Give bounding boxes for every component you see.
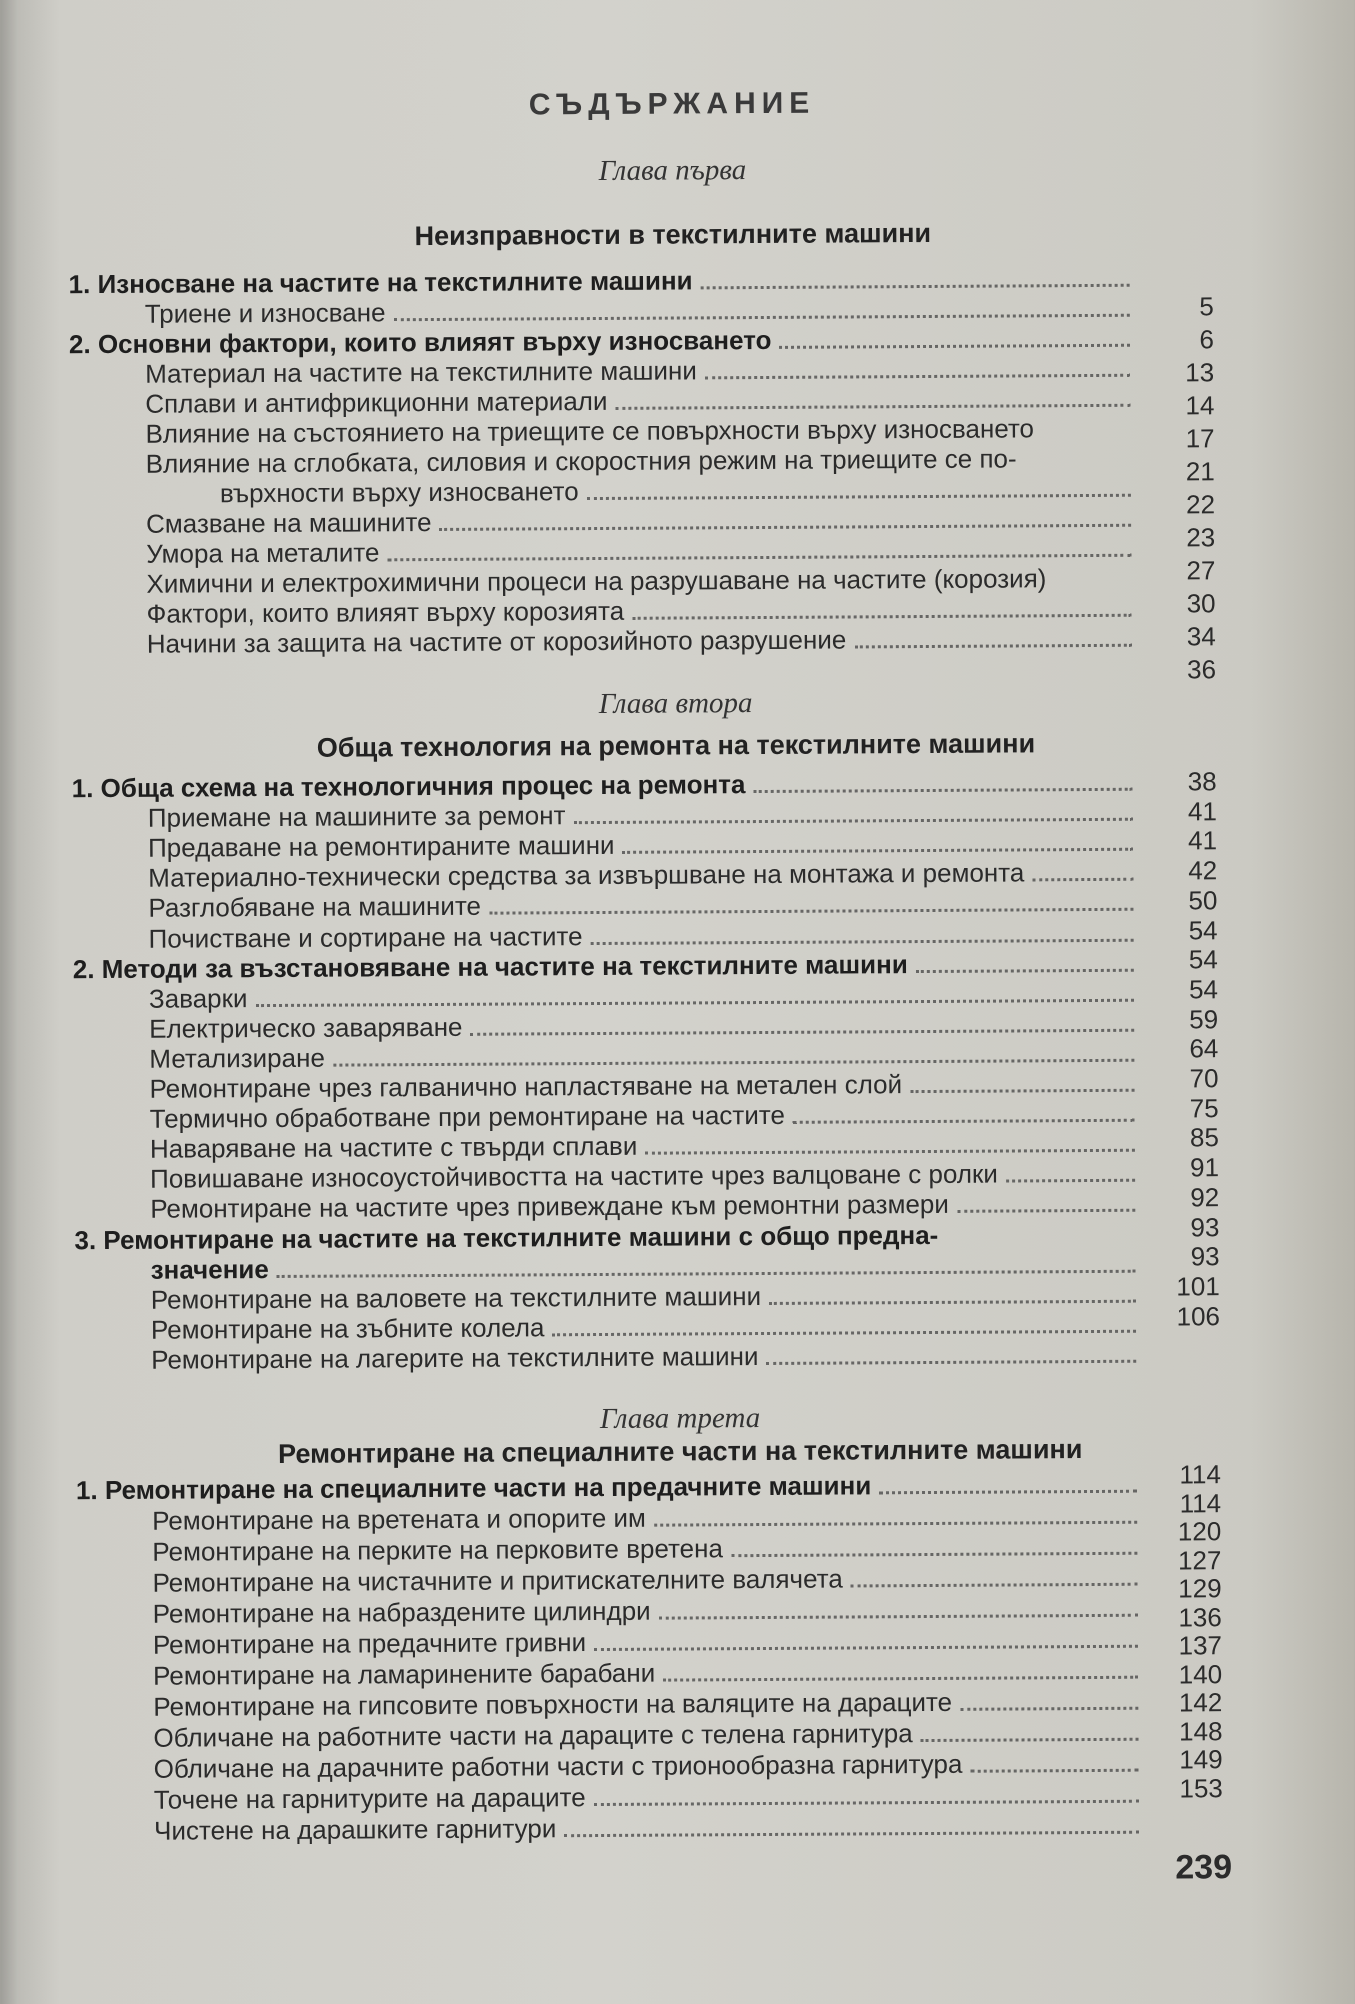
toc-entry-title: Ремонтиране на частите чрез привеждане към ремонтни размери: [150, 1189, 949, 1225]
toc-page-number: 38: [1187, 766, 1217, 797]
toc-page-number: 136: [1178, 1601, 1222, 1632]
dot-leader: [957, 1209, 1135, 1213]
dot-leader: [594, 1800, 1139, 1806]
toc-entry-title: Умора на металите: [146, 537, 380, 569]
toc-page-number: 21: [1185, 456, 1215, 487]
toc-entry-title: Сплави и антифрикционни материали: [145, 385, 608, 419]
dot-leader: [960, 1707, 1138, 1711]
toc-page-number: 64: [1189, 1033, 1219, 1064]
toc-entry-title: Ремонтиране на перките на перковите вретена: [152, 1533, 724, 1567]
toc-entry-title: 2. Основни фактори, които влияят върху износването: [68, 324, 772, 360]
dot-leader: [851, 1583, 1138, 1588]
toc-entry-title: Ремонтиране на зъбните колела: [150, 1312, 545, 1345]
dot-leader: [793, 1119, 1135, 1124]
toc-page-number: 13: [1185, 357, 1215, 388]
toc-entry-title: Влияние на сглобката, силовия и скоростния режим на триещите се по-: [145, 443, 1017, 479]
toc-page-number: 54: [1188, 944, 1218, 975]
dot-leader: [552, 1330, 1136, 1337]
toc-entry-title: Почистване и сортиране на частите: [148, 920, 583, 954]
toc-entry-title: Фактори, които влияят върху корозията: [146, 595, 625, 629]
toc-entry: [147, 623, 1138, 659]
toc-entry-title: 1. Обща схема на технологичния процес на ремонта: [71, 769, 746, 804]
toc-entry-title: Влияние на състоянието на триещите се повърхности върху износването: [145, 413, 1035, 449]
toc-page-number: 23: [1186, 522, 1216, 553]
toc-page-number: 30: [1186, 588, 1216, 619]
dot-leader: [663, 1676, 1138, 1682]
toc-entry-title: Смазване на машините: [145, 507, 432, 539]
toc-page-number: 41: [1188, 825, 1218, 856]
toc-page-number: 142: [1178, 1687, 1223, 1718]
toc-entry-title: Обличане на работните части на дараците с телена гарнитура: [153, 1718, 913, 1753]
toc-page-number: 153: [1179, 1772, 1223, 1803]
dot-leader: [769, 1299, 1136, 1304]
page-heading: СЪДЪРЖАНИЕ: [528, 86, 816, 122]
dot-leader: [564, 1831, 1139, 1838]
dot-leader: [256, 998, 1134, 1006]
dot-leader: [916, 968, 1134, 972]
toc-entry-title: Приемане на машините за ремонт: [147, 800, 566, 833]
dot-leader: [615, 404, 1130, 410]
toc-entry: [154, 1779, 1145, 1815]
dot-leader: [654, 1521, 1137, 1527]
dot-leader: [489, 908, 1133, 915]
toc-entry: [153, 1686, 1144, 1722]
toc-entry: [153, 1717, 1144, 1753]
toc-page-number: 140: [1178, 1658, 1223, 1689]
dot-leader: [632, 614, 1132, 620]
toc-page-number: 59: [1189, 1003, 1219, 1034]
toc-entry-title: значение: [150, 1253, 269, 1285]
toc-entry-title: Разглобяване на машините: [148, 891, 482, 924]
toc-page-number: 75: [1189, 1092, 1219, 1124]
toc-page-number: 127: [1177, 1544, 1222, 1575]
toc-entry-title: Ремонтиране на вретената и опорите им: [152, 1502, 646, 1536]
toc-entry-title: 2. Методи за възстановяване на частите на текстилните машини: [72, 948, 908, 984]
toc-entry: [153, 1624, 1144, 1660]
dot-leader: [573, 818, 1132, 824]
toc-page-number: 36: [1186, 654, 1217, 685]
toc-page-number: 27: [1186, 555, 1216, 586]
toc-entry-title: Ремонтиране на набраздените цилиндри: [152, 1595, 651, 1629]
dot-leader: [779, 344, 1130, 349]
toc-page-number: 22: [1185, 489, 1216, 520]
toc-page-number: 93: [1190, 1241, 1220, 1272]
toc-page-number: 50: [1188, 885, 1218, 916]
dot-leader: [470, 1029, 1134, 1036]
toc-page-number: 54: [1188, 914, 1218, 945]
toc-page-number: 54: [1188, 974, 1219, 1005]
toc-page-number: 101: [1176, 1271, 1220, 1302]
chapter-3-title: Ремонтиране на специалните части на текстилните машини: [278, 1434, 1083, 1469]
toc-page-number: 14: [1185, 390, 1215, 421]
dot-leader: [753, 788, 1132, 793]
toc-entry-title: Ремонтиране на ламаринените барабани: [153, 1657, 656, 1691]
dot-leader: [1032, 878, 1133, 882]
toc-page-number: 91: [1190, 1152, 1220, 1183]
toc-entry-title: Ремонтиране на предачните гривни: [152, 1627, 587, 1660]
toc-page-number: 149: [1179, 1744, 1223, 1775]
dot-leader: [594, 1645, 1138, 1651]
toc-page-number: 92: [1190, 1182, 1220, 1213]
dot-leader: [910, 1089, 1134, 1093]
dot-leader: [970, 1769, 1138, 1773]
toc-page-number: 114: [1179, 1487, 1222, 1518]
page-number: 239: [1175, 1848, 1233, 1887]
toc-entry-title: Обличане на дарачните работни части с трионообразна гарнитура: [153, 1748, 963, 1784]
toc-entry: [152, 1531, 1143, 1567]
toc-entry-title: Ремонтиране на валовете на текстилните машини: [150, 1280, 762, 1315]
toc-entry-title: Точене на гарнитурите на дараците: [153, 1782, 586, 1815]
toc-page-number: 70: [1189, 1063, 1219, 1094]
dot-leader: [921, 1738, 1139, 1742]
toc-entry-title: 1. Износване на частите на текстилните машини: [68, 265, 693, 300]
toc-page-number: 42: [1188, 855, 1218, 886]
dot-leader: [440, 524, 1132, 531]
chapter-1-label: Глава първа: [598, 154, 747, 187]
toc-page-number: 114: [1179, 1459, 1221, 1490]
toc-entry-title: Триене и износване: [144, 297, 386, 329]
toc-entry: [151, 1339, 1142, 1375]
toc-entry-title: Наваряване на частите с твърди сплави: [149, 1130, 638, 1164]
toc-entry-title: 3. Ремонтиране на частите на текстилните машини с общо предна-: [74, 1219, 939, 1255]
toc-page-number: 34: [1186, 621, 1216, 652]
toc-entry: [153, 1593, 1144, 1629]
dot-leader: [277, 1269, 1136, 1277]
toc-page-number: 17: [1185, 423, 1215, 454]
dot-leader: [766, 1360, 1136, 1365]
dot-leader: [731, 1552, 1137, 1557]
toc-entry-title: 1. Ремонтиране на специалните части на предачните машини: [75, 1470, 872, 1506]
toc-entry-title: Метализиране: [149, 1042, 325, 1074]
toc-entry-title: Чистене на дарашките гарнитури: [153, 1813, 557, 1846]
toc-entry-title: Материал на частите на текстилните машини: [145, 355, 697, 389]
toc-entry: [154, 1810, 1145, 1846]
chapter-1-title: Неизправности в текстилните машини: [414, 217, 932, 252]
toc-page-number: 85: [1189, 1122, 1219, 1153]
dot-leader: [394, 314, 1130, 321]
toc-entry-title: Заварки: [148, 982, 248, 1014]
dot-leader: [705, 374, 1130, 380]
chapter-2-label: Глава втора: [598, 687, 753, 721]
toc-entry: [154, 1748, 1145, 1784]
toc-entry-title: Ремонтиране чрез галванично напластяване на метален слой: [149, 1069, 903, 1104]
toc-entry-title: Предаване на ремонтираните машини: [147, 830, 615, 863]
toc-entry-title: Ремонтиране на лагерите на текстилните машини: [151, 1340, 759, 1375]
toc-entry: [152, 1500, 1143, 1536]
dot-leader: [645, 1149, 1135, 1155]
toc-page-number: 106: [1176, 1300, 1221, 1332]
toc-entry-title: Ремонтиране на чистачните и притискателните валячета: [152, 1563, 843, 1598]
chapter-3-label: Глава трета: [599, 1402, 761, 1436]
dot-leader: [587, 494, 1131, 500]
dot-leader: [591, 938, 1134, 944]
dot-leader: [854, 644, 1132, 649]
toc-entry-title: Термично обработване при ремонтиране на частите: [149, 1099, 785, 1134]
toc-entry: [153, 1655, 1144, 1691]
toc-page-number: 148: [1178, 1715, 1223, 1746]
toc-entry-title: Повишаване износоустойчивостта на частите чрез валцоване с ролки: [149, 1158, 998, 1195]
dot-leader: [333, 1059, 1135, 1067]
dot-leader: [701, 284, 1130, 290]
dot-leader: [879, 1490, 1137, 1495]
toc-page-number: 137: [1178, 1630, 1223, 1661]
toc-entry-title: Начини за защита на частите от корозийното разрушение: [146, 624, 847, 659]
dot-leader: [387, 554, 1131, 562]
toc-entry: [152, 1562, 1143, 1598]
dot-leader: [623, 848, 1134, 854]
toc-entry-title: Материално-технически средства за извършване на монтажа и ремонта: [148, 857, 1025, 894]
toc-page-number: 6: [1199, 324, 1215, 355]
toc-page-number: 41: [1187, 795, 1217, 827]
toc-page-number: 93: [1190, 1211, 1220, 1242]
toc-page-number: 5: [1199, 291, 1214, 322]
toc-entry-title: върхности върху износването: [219, 476, 579, 509]
toc-entry-title: Химични и електрохимични процеси на разрушаване на частите (корозия): [146, 563, 1047, 599]
toc-page-number: 129: [1178, 1573, 1222, 1604]
toc-entry-title: Електрическо заваряване: [149, 1011, 463, 1044]
toc-page-number: 120: [1177, 1516, 1222, 1547]
toc-entry-title: Ремонтиране на гипсовите повърхности на валяците на дараците: [153, 1686, 953, 1722]
dot-leader: [659, 1614, 1138, 1620]
dot-leader: [1006, 1179, 1135, 1183]
chapter-2-title: Обща технология на ремонта на текстилните машини: [316, 728, 1036, 763]
